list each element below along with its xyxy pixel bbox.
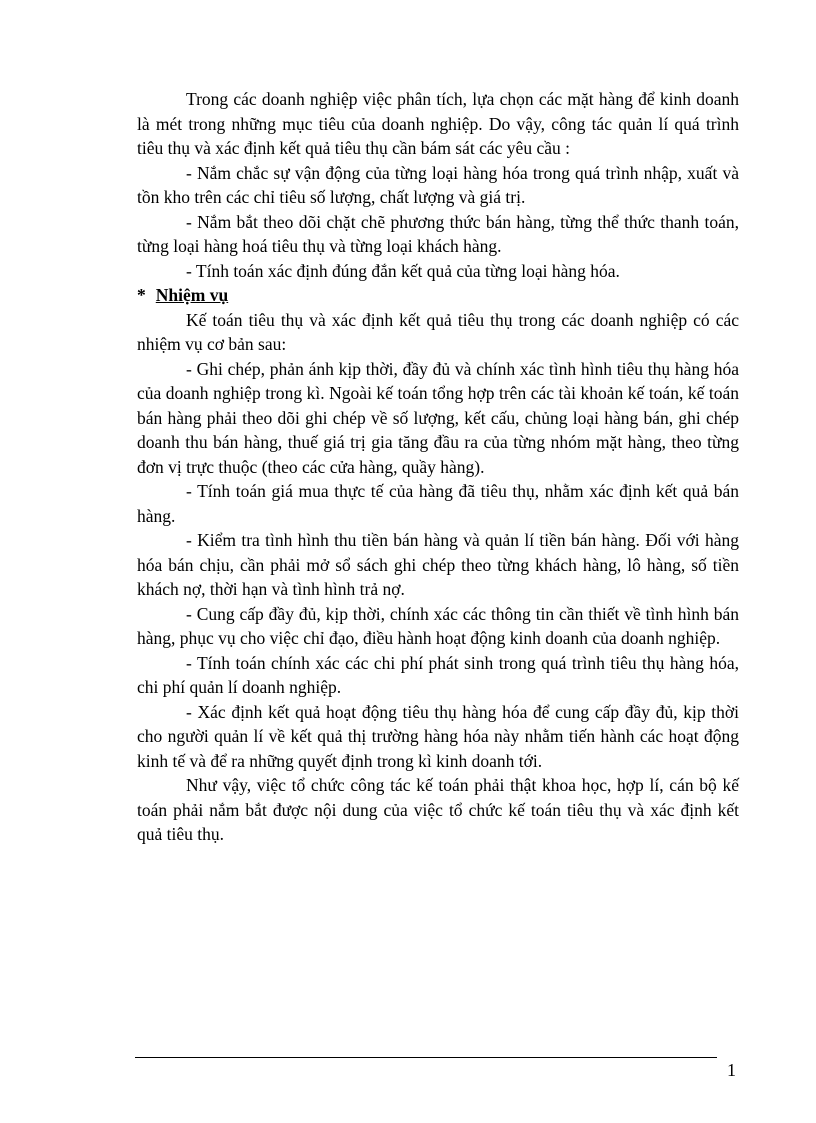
requirement-item: - Nắm bắt theo dõi chặt chẽ phương thức bán hàng, từng thể thức thanh toán, từng loại hàng hoá tiêu thụ và từng loại khách hàng. xyxy=(137,211,739,256)
page-number: 1 xyxy=(727,1060,736,1080)
task-item: - Tính toán chính xác các chi phí phát sinh trong quá trình tiêu thụ hàng hóa, chi phí quản lí doanh nghiệp. xyxy=(137,652,739,697)
heading-text: Nhiệm vụ xyxy=(155,285,229,305)
intro-paragraph: Trong các doanh nghiệp việc phân tích, lựa chọn các mặt hàng để kinh doanh là mét trong những mục tiêu của doanh nghiệp. Do vậy, công tác quản lí quá trình tiêu thụ và xác định kết quả tiêu thụ cần bám sát các yêu cầu : xyxy=(137,89,739,158)
conclusion-paragraph: Như vậy, việc tổ chức công tác kế toán phải thật khoa học, hợp lí, cán bộ kế toán phải nắm bắt được nội dung của việc tổ chức kế toán tiêu thụ và xác định kết quả tiêu thụ. xyxy=(137,775,739,844)
heading-marker: * xyxy=(137,285,146,305)
task-item: - Tính toán giá mua thực tế của hàng đã tiêu thụ, nhằm xác định kết quả bán hàng. xyxy=(137,481,739,526)
task-item: - Kiểm tra tình hình thu tiền bán hàng và quản lí tiền bán hàng. Đối với hàng hóa bán chịu, cần phải mở sổ sách ghi chép theo từng khách hàng, lô hàng, số tiền khách nợ, thời hạn và tình hình trả nợ. xyxy=(137,530,739,599)
footer-rule xyxy=(135,1057,717,1058)
section-heading xyxy=(137,283,739,308)
task-item: - Xác định kết quả hoạt động tiêu thụ hàng hóa để cung cấp đầy đủ, kịp thời cho người quản lí về kết quả thị trường hàng hóa này nhằm tiến hành các hoạt động kinh tế và để ra những quyết định trong kì kinh doanh tới. xyxy=(137,701,739,771)
task-item: - Ghi chép, phản ánh kịp thời, đầy đủ và chính xác tình hình tiêu thụ hàng hóa của doanh nghiệp trong kì. Ngoài kế toán tổng hợp trên các tài khoản kế toán, kế toán bán hàng phải theo dõi ghi chép về số lượng, kết cấu, chủng loại hàng bán, ghi chép doanh thu bán hàng, thuế giá trị gia tăng đầu ra của từng nhóm mặt hàng, theo từng đơn vị trực thuộc (theo các cửa hàng, quầy hàng). xyxy=(137,358,739,477)
document-body xyxy=(137,87,739,847)
tasks-intro: Kế toán tiêu thụ và xác định kết quả tiêu thụ trong các doanh nghiệp có các nhiệm vụ cơ bản sau: xyxy=(137,309,739,354)
requirement-item: - Nắm chắc sự vận động của từng loại hàng hóa trong quá trình nhập, xuất và tồn kho trên các chỉ tiêu số lượng, chất lượng và giá trị. xyxy=(137,162,739,207)
requirement-item: - Tính toán xác định đúng đắn kết quả của từng loại hàng hóa. xyxy=(186,260,620,281)
task-item: - Cung cấp đầy đủ, kịp thời, chính xác các thông tin cần thiết về tình hình bán hàng, phục vụ cho việc chỉ đạo, điều hành hoạt động kinh doanh của doanh nghiệp. xyxy=(137,603,739,648)
